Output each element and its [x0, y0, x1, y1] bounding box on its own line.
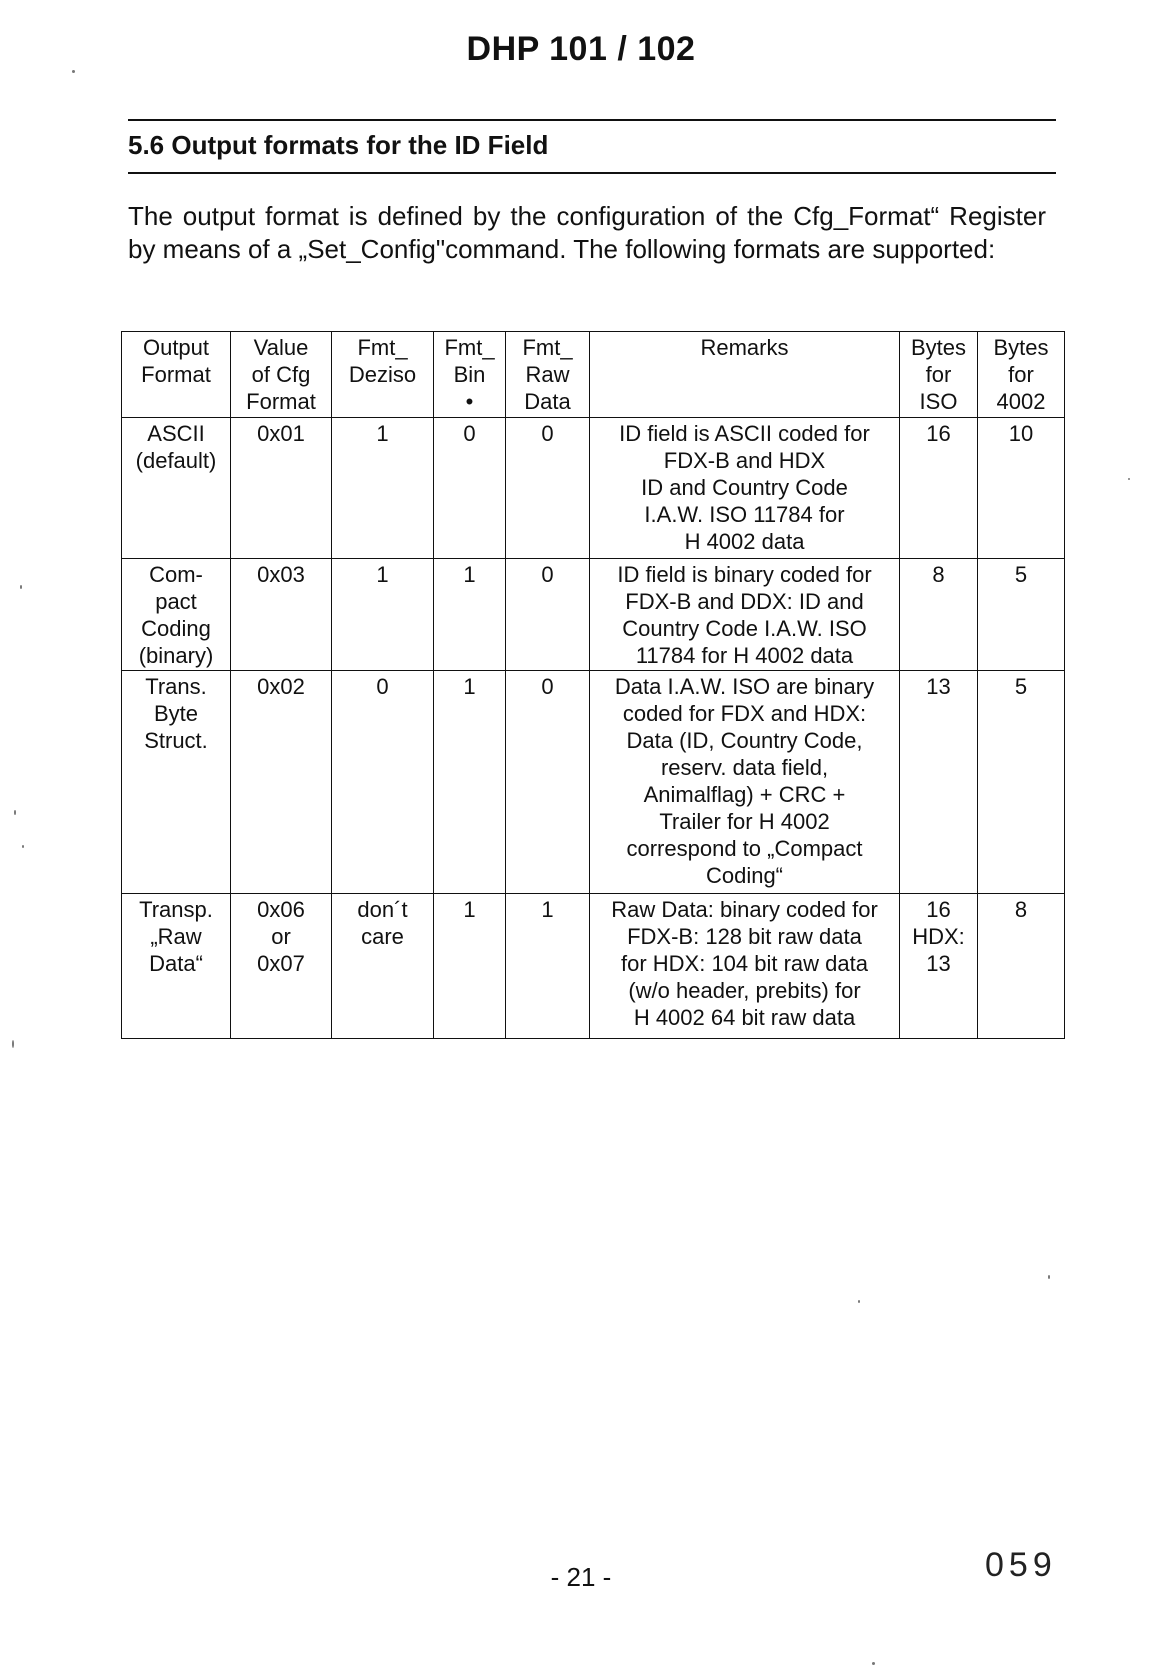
bin-cell: 1	[434, 559, 506, 671]
bytes-4002-cell: 8	[978, 894, 1065, 1039]
raw-cell: 0	[506, 418, 590, 559]
format-cell: ASCII (default)	[122, 418, 231, 559]
scan-speck	[1128, 478, 1130, 480]
deziso-cell: 1	[332, 418, 434, 559]
bytes-iso-cell: 13	[900, 671, 978, 894]
scan-speck	[1048, 1275, 1050, 1279]
table-header-row	[122, 332, 1065, 418]
deziso-cell: 1	[332, 559, 434, 671]
value-cell: 0x03	[231, 559, 332, 671]
scan-speck	[872, 1662, 875, 1665]
table-row	[122, 418, 1065, 559]
header-cell: Remarks	[590, 332, 900, 418]
format-cell: Trans. Byte Struct.	[122, 671, 231, 894]
header-cell: Fmt_ Raw Data	[506, 332, 590, 418]
header-cell: Value of Cfg Format	[231, 332, 332, 418]
scan-speck	[72, 70, 75, 73]
header-cell: Fmt_ Deziso	[332, 332, 434, 418]
header-cell: Output Format	[122, 332, 231, 418]
intro-paragraph: The output format is defined by the configuration of the Cfg_Format“ Register by means of a „Set_Config"command. The following formats are supported:	[128, 201, 1046, 264]
header-cell: Bytes for ISO	[900, 332, 978, 418]
heading-bottom-rule	[128, 172, 1056, 174]
deziso-cell: 0	[332, 671, 434, 894]
table-row	[122, 559, 1065, 671]
bytes-iso-cell: 16	[900, 418, 978, 559]
format-cell: Transp. „Raw Data“	[122, 894, 231, 1039]
heading-top-rule	[128, 119, 1056, 121]
output-formats-table	[121, 331, 1065, 1039]
value-cell: 0x01	[231, 418, 332, 559]
remarks-cell: Data I.A.W. ISO are binary coded for FDX and HDX: Data (ID, Country Code, reserv. data field, Animalflag) + CRC + Trailer for H 4002 correspond to „Compact Coding“	[590, 671, 900, 894]
bytes-4002-cell: 5	[978, 671, 1065, 894]
table-row	[122, 894, 1065, 1039]
bin-cell: 0	[434, 418, 506, 559]
format-cell: Com- pact Coding (binary)	[122, 559, 231, 671]
raw-cell: 0	[506, 671, 590, 894]
section-heading: 5.6 Output formats for the ID Field	[128, 130, 549, 160]
value-cell: 0x06 or 0x07	[231, 894, 332, 1039]
remarks-cell: ID field is binary coded for FDX-B and DDX: ID and Country Code I.A.W. ISO 11784 for H 4002 data	[590, 559, 900, 671]
scan-speck	[12, 1040, 14, 1048]
scan-speck	[14, 810, 16, 815]
scan-speck	[858, 1300, 860, 1303]
remarks-cell: ID field is ASCII coded for FDX-B and HDX ID and Country Code I.A.W. ISO 11784 for H 4002 data	[590, 418, 900, 559]
scan-speck	[20, 585, 22, 589]
bin-cell: 1	[434, 894, 506, 1039]
bytes-4002-cell: 10	[978, 418, 1065, 559]
header-cell: Fmt_ Bin •	[434, 332, 506, 418]
bytes-iso-cell: 16 HDX: 13	[900, 894, 978, 1039]
document-title: DHP 101 / 102	[466, 30, 696, 68]
value-cell: 0x02	[231, 671, 332, 894]
table-row	[122, 671, 1065, 894]
bin-cell: 1	[434, 671, 506, 894]
remarks-cell: Raw Data: binary coded for FDX-B: 128 bit raw data for HDX: 104 bit raw data (w/o header, prebits) for H 4002 64 bit raw data	[590, 894, 900, 1039]
raw-cell: 1	[506, 894, 590, 1039]
raw-cell: 0	[506, 559, 590, 671]
deziso-cell: don´t care	[332, 894, 434, 1039]
header-cell: Bytes for 4002	[978, 332, 1065, 418]
scan-speck	[22, 845, 24, 848]
stamp-number: 059	[985, 1546, 1057, 1584]
page-number: - 21 -	[550, 1562, 612, 1592]
bytes-4002-cell: 5	[978, 559, 1065, 671]
bytes-iso-cell: 8	[900, 559, 978, 671]
